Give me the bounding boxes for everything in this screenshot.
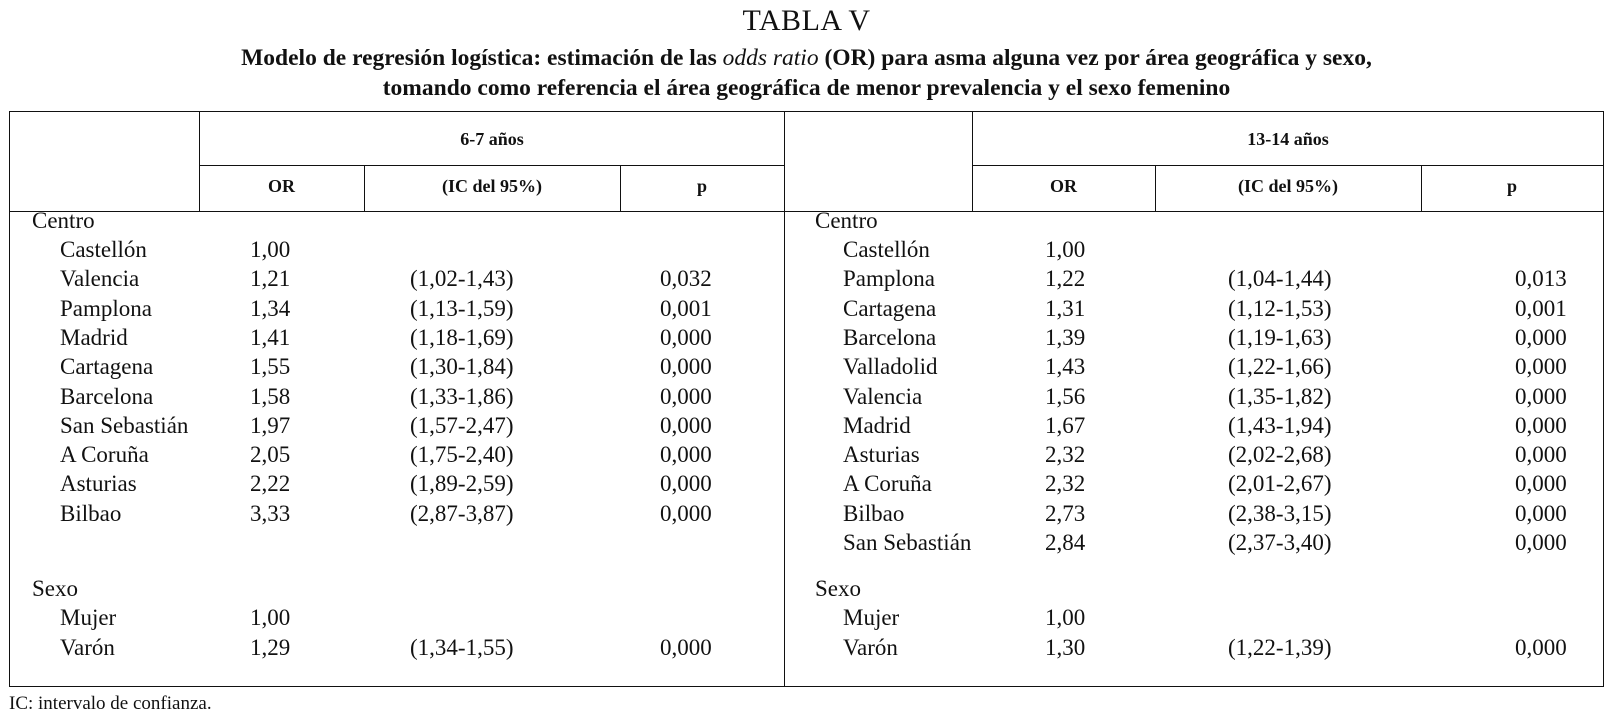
right-row-or: 2,32 <box>1045 471 1086 497</box>
right-row-name: Valencia <box>843 383 923 409</box>
right-row-or: 1,31 <box>1045 295 1086 321</box>
left-row-or: 1,00 <box>250 605 291 631</box>
left-col-or: OR <box>268 176 295 196</box>
right-row-name: Madrid <box>843 412 911 438</box>
right-row-name: A Coruña <box>843 471 932 497</box>
right-row-name: Barcelona <box>843 324 937 350</box>
table-caption <box>40 43 1573 103</box>
left-row-name: Barcelona <box>60 383 154 409</box>
left-row-name: Pamplona <box>60 295 152 321</box>
right-row-p: 0,001 <box>1515 295 1567 321</box>
left-row-or: 2,22 <box>250 471 291 497</box>
left-row-name: Bilbao <box>60 500 122 526</box>
divider-left-label <box>199 112 200 211</box>
right-row-ci: (2,37-3,40) <box>1228 530 1332 555</box>
caption-part2: (OR) para asma alguna vez por área geográfica y sexo, <box>818 45 1372 71</box>
right-row-name: Cartagena <box>843 295 937 321</box>
header-bottom-rule <box>10 211 1603 212</box>
left-row-p: 0,000 <box>660 442 712 468</box>
left-row-or: 1,34 <box>250 295 291 321</box>
right-row-ci: (2,01-2,67) <box>1228 471 1332 497</box>
left-row-name: San Sebastián <box>60 412 189 438</box>
left-row-or: 3,33 <box>250 500 291 526</box>
right-row-ci: (1,22-1,39) <box>1228 634 1332 660</box>
left-row-name: Asturias <box>60 471 137 497</box>
right-row-ci: (1,35-1,82) <box>1228 383 1332 409</box>
left-col-ci: (IC del 95%) <box>442 176 542 196</box>
right-row-name: Valladolid <box>843 354 938 380</box>
right-row-p: 0,000 <box>1515 412 1567 438</box>
right-row-or: 2,84 <box>1045 530 1086 555</box>
caption-part1: Modelo de regresión logística: estimación de las <box>241 45 723 71</box>
right-section-sexo: Sexo <box>815 576 861 601</box>
right-row-or: 1,56 <box>1045 383 1086 409</box>
right-row-or: 1,39 <box>1045 324 1086 350</box>
right-row-name: Varón <box>843 634 898 660</box>
right-row-name: Bilbao <box>843 500 905 526</box>
footnote: IC: intervalo de confianza. <box>9 693 212 714</box>
left-row-ci: (1,89-2,59) <box>410 471 514 497</box>
left-row-name: Mujer <box>60 605 117 631</box>
left-group-header: 6-7 años <box>460 129 524 149</box>
left-row-p: 0,000 <box>660 412 712 438</box>
right-row-or: 1,67 <box>1045 412 1086 438</box>
right-row-or: 2,73 <box>1045 500 1086 526</box>
left-row-p: 0,000 <box>660 500 712 526</box>
left-row-name: A Coruña <box>60 442 149 468</box>
left-row-ci: (1,57-2,47) <box>410 412 514 438</box>
left-row-or: 1,55 <box>250 354 291 380</box>
right-row-ci: (1,22-1,66) <box>1228 354 1332 380</box>
right-row-p: 0,000 <box>1515 354 1567 380</box>
right-row-or: 1,30 <box>1045 634 1086 660</box>
right-row-name: Castellón <box>843 237 930 262</box>
results-table <box>9 111 1604 687</box>
right-row-p: 0,000 <box>1515 442 1567 468</box>
caption-line2: tomando como referencia el área geográfica de menor prevalencia y el sexo femenino <box>382 75 1231 101</box>
left-row-or: 1,97 <box>250 412 291 438</box>
right-row-name: Mujer <box>843 605 900 631</box>
right-row-name: Pamplona <box>843 266 935 292</box>
left-row-or: 1,29 <box>250 634 291 660</box>
right-row-ci: (1,12-1,53) <box>1228 295 1332 321</box>
right-row-ci: (2,02-2,68) <box>1228 442 1332 468</box>
right-group-header: 13-14 años <box>1247 129 1329 149</box>
right-row-or: 2,32 <box>1045 442 1086 468</box>
header-rule-left <box>199 165 785 166</box>
left-row-name: Varón <box>60 634 115 660</box>
left-row-ci: (1,33-1,86) <box>410 383 514 409</box>
right-row-p: 0,000 <box>1515 471 1567 497</box>
right-row-ci: (1,19-1,63) <box>1228 324 1332 350</box>
divider-middle <box>784 112 785 686</box>
divider-right-label <box>972 112 973 211</box>
right-row-or: 1,43 <box>1045 354 1086 380</box>
right-row-p: 0,000 <box>1515 383 1567 409</box>
left-row-p: 0,000 <box>660 634 712 660</box>
left-row-p: 0,000 <box>660 471 712 497</box>
left-row-name: Madrid <box>60 324 128 350</box>
header-rule-right <box>972 165 1604 166</box>
left-row-ci: (1,30-1,84) <box>410 354 514 380</box>
right-section-centro: Centro <box>815 208 878 233</box>
right-row-ci: (1,04-1,44) <box>1228 266 1332 292</box>
left-row-p: 0,000 <box>660 324 712 350</box>
left-row-ci: (2,87-3,87) <box>410 500 514 526</box>
right-row-or: 1,00 <box>1045 605 1086 631</box>
left-row-name: Cartagena <box>60 354 154 380</box>
right-row-p: 0,000 <box>1515 324 1567 350</box>
caption-italic: odds ratio <box>722 45 819 71</box>
left-row-name: Castellón <box>60 237 147 262</box>
left-row-p: 0,001 <box>660 295 712 321</box>
left-row-or: 2,05 <box>250 442 291 468</box>
left-row-or: 1,58 <box>250 383 291 409</box>
left-row-p: 0,000 <box>660 383 712 409</box>
left-section-centro: Centro <box>32 208 95 233</box>
left-row-or: 1,00 <box>250 237 291 262</box>
left-row-ci: (1,13-1,59) <box>410 295 514 321</box>
right-row-name: San Sebastián <box>843 530 972 555</box>
left-row-or: 1,41 <box>250 324 291 350</box>
right-row-ci: (2,38-3,15) <box>1228 500 1332 526</box>
right-row-p: 0,000 <box>1515 500 1567 526</box>
right-row-p: 0,013 <box>1515 266 1567 292</box>
left-col-p: p <box>696 176 707 196</box>
table-title: TABLA V <box>742 4 871 37</box>
left-row-ci: (1,18-1,69) <box>410 324 514 350</box>
right-row-or: 1,22 <box>1045 266 1086 292</box>
right-col-or: OR <box>1050 176 1077 196</box>
right-row-name: Asturias <box>843 442 920 468</box>
left-row-p: 0,000 <box>660 354 712 380</box>
left-row-name: Valencia <box>60 266 140 292</box>
right-col-ci: (IC del 95%) <box>1238 176 1338 196</box>
right-row-ci: (1,43-1,94) <box>1228 412 1332 438</box>
right-row-p: 0,000 <box>1515 530 1567 555</box>
right-row-or: 1,00 <box>1045 237 1086 262</box>
left-row-p: 0,032 <box>660 266 712 292</box>
left-section-sexo: Sexo <box>32 576 78 601</box>
left-row-ci: (1,75-2,40) <box>410 442 514 468</box>
left-row-ci: (1,34-1,55) <box>410 634 514 660</box>
left-row-or: 1,21 <box>250 266 291 292</box>
right-row-p: 0,000 <box>1515 634 1567 660</box>
right-col-p: p <box>1506 176 1517 196</box>
left-row-ci: (1,02-1,43) <box>410 266 514 292</box>
